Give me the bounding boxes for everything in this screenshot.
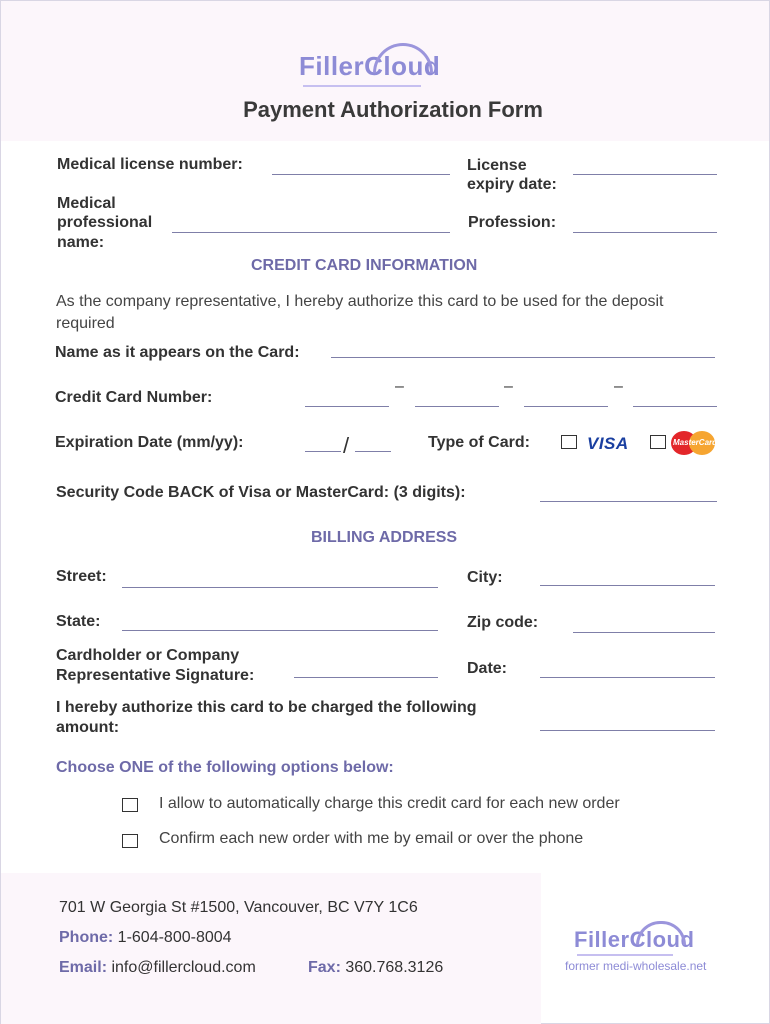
- security-code-field[interactable]: [540, 501, 717, 502]
- credit-card-intro: As the company representative, I hereby authorize this card to be used for the deposit required: [56, 293, 664, 332]
- street-label: Street:: [56, 568, 107, 585]
- expiration-year-field[interactable]: [355, 451, 391, 452]
- state-label: State:: [56, 613, 101, 630]
- billing-heading: BILLING ADDRESS: [311, 529, 458, 546]
- name-on-card-label: Name as it appears on the Card:: [55, 344, 300, 361]
- state-field[interactable]: [122, 630, 438, 631]
- fax-value: 360.768.3126: [345, 959, 444, 976]
- footer-address: 701 W Georgia St #1500, Vancouver, BC V7Y 1C6: [59, 899, 418, 916]
- amount-field[interactable]: [540, 730, 715, 731]
- email-label: Email:: [59, 959, 108, 976]
- option-auto-charge-label: I allow to automatically charge this credit card for each new order: [159, 795, 620, 812]
- city-field[interactable]: [540, 585, 715, 586]
- mastercard-checkbox[interactable]: [650, 435, 666, 449]
- card-number-field-2[interactable]: [415, 406, 499, 407]
- date-label: Date:: [467, 660, 508, 677]
- footer-logo-underline: [577, 954, 673, 956]
- mastercard-logo-text: MasterCard: [673, 438, 718, 447]
- option-confirm-checkbox[interactable]: [122, 834, 138, 848]
- signature-field[interactable]: [294, 677, 438, 678]
- license-expiry-label-2: expiry date:: [467, 176, 557, 193]
- city-label: City:: [467, 569, 503, 586]
- card-number-dash-3: –: [614, 378, 623, 395]
- visa-logo: VISA: [587, 434, 629, 453]
- card-number-field-1[interactable]: [305, 406, 389, 407]
- license-expiry-field[interactable]: [573, 174, 717, 175]
- medical-professional-label-3: name:: [57, 234, 105, 251]
- license-expiry-label-1: License: [467, 157, 527, 174]
- name-on-card-field[interactable]: [331, 357, 715, 358]
- phone-label: Phone:: [59, 929, 114, 946]
- signature-label-1: Cardholder or Company: [56, 647, 240, 664]
- expiration-month-field[interactable]: [305, 451, 341, 452]
- option-auto-charge-checkbox[interactable]: [122, 798, 138, 812]
- card-number-field-3[interactable]: [524, 406, 608, 407]
- zip-field[interactable]: [573, 632, 715, 633]
- fax-label: Fax:: [308, 959, 341, 976]
- brand-logo: [299, 51, 440, 82]
- expiration-slash: /: [343, 433, 350, 458]
- phone-value[interactable]: 1-604-800-8004: [117, 929, 232, 946]
- page-title: Payment Authorization Form: [243, 97, 543, 122]
- profession-label: Profession:: [468, 214, 557, 231]
- medical-license-label: Medical license number:: [57, 156, 243, 173]
- profession-field[interactable]: [573, 232, 717, 233]
- signature-label-2: Representative Signature:: [56, 667, 255, 684]
- footer-brand-logo-text: FillerCloud: [574, 927, 695, 952]
- card-number-dash-2: –: [504, 378, 513, 395]
- type-of-card-label: Type of Card:: [428, 434, 530, 451]
- authorize-amount-label-1: I hereby authorize this card to be charged the following: [56, 699, 477, 716]
- medical-professional-label-1: Medical: [57, 195, 116, 212]
- security-code-label: Security Code BACK of Visa or MasterCard: (3 digits):: [56, 484, 466, 501]
- footer-phone: [59, 929, 232, 947]
- options-heading: Choose ONE of the following options below:: [56, 759, 394, 776]
- logo-underline: [303, 85, 421, 87]
- zip-label: Zip code:: [467, 614, 539, 631]
- brand-logo-text: FillerCloud: [299, 51, 441, 81]
- street-field[interactable]: [122, 587, 438, 588]
- authorize-amount-label-2: amount:: [56, 719, 120, 736]
- medical-professional-label-2: professional: [57, 214, 153, 231]
- former-domain: former medi-wholesale.net: [565, 959, 707, 973]
- medical-professional-field[interactable]: [172, 232, 450, 233]
- medical-license-field[interactable]: [272, 174, 450, 175]
- expiration-label: Expiration Date (mm/yy):: [55, 434, 244, 451]
- footer-email: [59, 959, 256, 977]
- footer-fax: [308, 959, 443, 977]
- option-confirm-label: Confirm each new order with me by email or over the phone: [159, 830, 584, 847]
- card-number-dash-1: –: [395, 378, 404, 395]
- footer-cloud-icon: [636, 921, 686, 945]
- mastercard-logo: [671, 431, 717, 455]
- card-number-label: Credit Card Number:: [55, 389, 213, 406]
- email-value[interactable]: info@fillercloud.com: [111, 959, 256, 976]
- date-field[interactable]: [540, 677, 715, 678]
- visa-checkbox[interactable]: [561, 435, 577, 449]
- footer-brand-logo: [574, 927, 694, 953]
- footer-band: [1, 873, 541, 1024]
- card-number-field-4[interactable]: [633, 406, 717, 407]
- credit-card-heading: CREDIT CARD INFORMATION: [251, 257, 478, 274]
